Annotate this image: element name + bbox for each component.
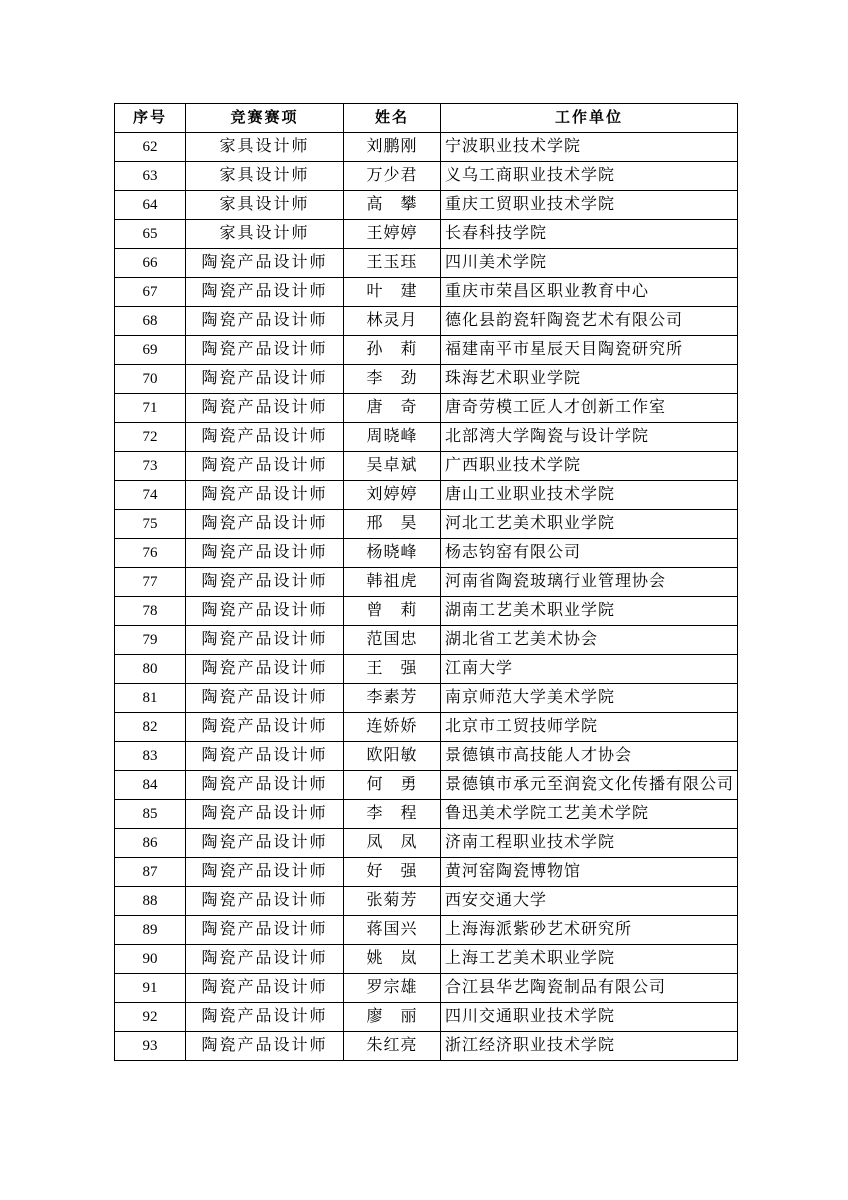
row-competition-event: 陶瓷产品设计师 (186, 278, 344, 307)
row-person-name: 王玉珏 (344, 249, 441, 278)
row-competition-event: 陶瓷产品设计师 (186, 539, 344, 568)
row-person-name: 李素芳 (344, 684, 441, 713)
row-serial-number: 69 (115, 336, 186, 365)
row-competition-event: 家具设计师 (186, 162, 344, 191)
row-competition-event: 家具设计师 (186, 220, 344, 249)
row-person-name: 罗宗雄 (344, 974, 441, 1003)
table-row (115, 887, 738, 916)
row-serial-number: 85 (115, 800, 186, 829)
header-competition-event: 竞赛赛项 (186, 104, 344, 133)
row-competition-event: 家具设计师 (186, 191, 344, 220)
row-person-name: 唐 奇 (344, 394, 441, 423)
table-row (115, 742, 738, 771)
row-competition-event: 陶瓷产品设计师 (186, 481, 344, 510)
header-work-unit: 工作单位 (441, 104, 738, 133)
row-competition-event: 陶瓷产品设计师 (186, 742, 344, 771)
row-competition-event: 陶瓷产品设计师 (186, 452, 344, 481)
row-work-unit: 长春科技学院 (441, 220, 738, 249)
row-serial-number: 79 (115, 626, 186, 655)
row-competition-event: 陶瓷产品设计师 (186, 597, 344, 626)
row-person-name: 朱红亮 (344, 1032, 441, 1061)
row-work-unit: 黄河窑陶瓷博物馆 (441, 858, 738, 887)
row-serial-number: 68 (115, 307, 186, 336)
table-row (115, 423, 738, 452)
row-person-name: 吴卓斌 (344, 452, 441, 481)
row-competition-event: 陶瓷产品设计师 (186, 974, 344, 1003)
row-person-name: 王婷婷 (344, 220, 441, 249)
row-person-name: 李 劲 (344, 365, 441, 394)
table-row (115, 655, 738, 684)
row-competition-event: 陶瓷产品设计师 (186, 800, 344, 829)
row-serial-number: 80 (115, 655, 186, 684)
table-row (115, 336, 738, 365)
table-row (115, 452, 738, 481)
row-work-unit: 西安交通大学 (441, 887, 738, 916)
row-competition-event: 陶瓷产品设计师 (186, 394, 344, 423)
row-person-name: 范国忠 (344, 626, 441, 655)
row-person-name: 廖 丽 (344, 1003, 441, 1032)
row-person-name: 好 强 (344, 858, 441, 887)
row-work-unit: 合江县华艺陶瓷制品有限公司 (441, 974, 738, 1003)
row-work-unit: 德化县韵瓷轩陶瓷艺术有限公司 (441, 307, 738, 336)
row-serial-number: 65 (115, 220, 186, 249)
table-header-row (115, 104, 738, 133)
row-serial-number: 84 (115, 771, 186, 800)
table-row (115, 162, 738, 191)
row-serial-number: 63 (115, 162, 186, 191)
row-work-unit: 义乌工商职业技术学院 (441, 162, 738, 191)
row-work-unit: 北部湾大学陶瓷与设计学院 (441, 423, 738, 452)
row-work-unit: 景德镇市高技能人才协会 (441, 742, 738, 771)
row-person-name: 邢 昊 (344, 510, 441, 539)
table-row (115, 278, 738, 307)
row-work-unit: 湖北省工艺美术协会 (441, 626, 738, 655)
row-person-name: 刘鹏刚 (344, 133, 441, 162)
row-person-name: 叶 建 (344, 278, 441, 307)
table-row (115, 191, 738, 220)
row-work-unit: 济南工程职业技术学院 (441, 829, 738, 858)
table-body (115, 133, 738, 1061)
row-person-name: 张菊芳 (344, 887, 441, 916)
row-person-name: 万少君 (344, 162, 441, 191)
row-work-unit: 河北工艺美术职业学院 (441, 510, 738, 539)
row-work-unit: 湖南工艺美术职业学院 (441, 597, 738, 626)
row-work-unit: 上海海派紫砂艺术研究所 (441, 916, 738, 945)
row-competition-event: 陶瓷产品设计师 (186, 568, 344, 597)
table-row (115, 539, 738, 568)
row-competition-event: 陶瓷产品设计师 (186, 829, 344, 858)
row-work-unit: 景德镇市承元至润瓷文化传播有限公司 (441, 771, 738, 800)
row-work-unit: 重庆市荣昌区职业教育中心 (441, 278, 738, 307)
table-row (115, 829, 738, 858)
table-row (115, 481, 738, 510)
row-work-unit: 四川美术学院 (441, 249, 738, 278)
row-work-unit: 鲁迅美术学院工艺美术学院 (441, 800, 738, 829)
row-serial-number: 72 (115, 423, 186, 452)
table-row (115, 800, 738, 829)
row-serial-number: 76 (115, 539, 186, 568)
row-work-unit: 四川交通职业技术学院 (441, 1003, 738, 1032)
row-competition-event: 陶瓷产品设计师 (186, 771, 344, 800)
row-competition-event: 陶瓷产品设计师 (186, 336, 344, 365)
row-work-unit: 福建南平市星辰天目陶瓷研究所 (441, 336, 738, 365)
table-row (115, 713, 738, 742)
table-row (115, 307, 738, 336)
table-row (115, 510, 738, 539)
row-person-name: 凤 凤 (344, 829, 441, 858)
row-work-unit: 南京师范大学美术学院 (441, 684, 738, 713)
row-person-name: 高 攀 (344, 191, 441, 220)
row-competition-event: 陶瓷产品设计师 (186, 858, 344, 887)
row-person-name: 王 强 (344, 655, 441, 684)
table-row (115, 394, 738, 423)
table-row (115, 626, 738, 655)
table-row (115, 568, 738, 597)
row-serial-number: 77 (115, 568, 186, 597)
table-row (115, 133, 738, 162)
row-person-name: 曾 莉 (344, 597, 441, 626)
row-person-name: 韩祖虎 (344, 568, 441, 597)
row-person-name: 杨晓峰 (344, 539, 441, 568)
row-serial-number: 74 (115, 481, 186, 510)
row-serial-number: 89 (115, 916, 186, 945)
row-competition-event: 家具设计师 (186, 133, 344, 162)
row-serial-number: 88 (115, 887, 186, 916)
row-work-unit: 唐山工业职业技术学院 (441, 481, 738, 510)
row-serial-number: 86 (115, 829, 186, 858)
row-competition-event: 陶瓷产品设计师 (186, 1003, 344, 1032)
table-row (115, 974, 738, 1003)
row-competition-event: 陶瓷产品设计师 (186, 887, 344, 916)
row-work-unit: 宁波职业技术学院 (441, 133, 738, 162)
row-serial-number: 92 (115, 1003, 186, 1032)
row-serial-number: 66 (115, 249, 186, 278)
row-serial-number: 83 (115, 742, 186, 771)
table-row (115, 249, 738, 278)
row-person-name: 何 勇 (344, 771, 441, 800)
row-work-unit: 浙江经济职业技术学院 (441, 1032, 738, 1061)
row-serial-number: 93 (115, 1032, 186, 1061)
table-row (115, 916, 738, 945)
table-row (115, 1003, 738, 1032)
row-competition-event: 陶瓷产品设计师 (186, 510, 344, 539)
row-work-unit: 广西职业技术学院 (441, 452, 738, 481)
row-serial-number: 70 (115, 365, 186, 394)
row-competition-event: 陶瓷产品设计师 (186, 713, 344, 742)
row-person-name: 孙 莉 (344, 336, 441, 365)
row-serial-number: 67 (115, 278, 186, 307)
row-serial-number: 87 (115, 858, 186, 887)
table-row (115, 771, 738, 800)
table-row (115, 858, 738, 887)
award-list-table (114, 103, 738, 1061)
table-row (115, 220, 738, 249)
row-work-unit: 珠海艺术职业学院 (441, 365, 738, 394)
header-serial-number: 序号 (115, 104, 186, 133)
row-serial-number: 81 (115, 684, 186, 713)
table-row (115, 945, 738, 974)
row-serial-number: 62 (115, 133, 186, 162)
row-competition-event: 陶瓷产品设计师 (186, 684, 344, 713)
row-competition-event: 陶瓷产品设计师 (186, 307, 344, 336)
row-competition-event: 陶瓷产品设计师 (186, 365, 344, 394)
row-person-name: 林灵月 (344, 307, 441, 336)
row-person-name: 蒋国兴 (344, 916, 441, 945)
row-serial-number: 64 (115, 191, 186, 220)
row-competition-event: 陶瓷产品设计师 (186, 423, 344, 452)
row-person-name: 周晓峰 (344, 423, 441, 452)
table-row (115, 684, 738, 713)
row-serial-number: 82 (115, 713, 186, 742)
row-work-unit: 江南大学 (441, 655, 738, 684)
row-work-unit: 河南省陶瓷玻璃行业管理协会 (441, 568, 738, 597)
row-person-name: 姚 岚 (344, 945, 441, 974)
table-row (115, 365, 738, 394)
row-serial-number: 91 (115, 974, 186, 1003)
row-person-name: 连娇娇 (344, 713, 441, 742)
row-serial-number: 75 (115, 510, 186, 539)
row-serial-number: 73 (115, 452, 186, 481)
row-competition-event: 陶瓷产品设计师 (186, 249, 344, 278)
row-work-unit: 重庆工贸职业技术学院 (441, 191, 738, 220)
row-competition-event: 陶瓷产品设计师 (186, 945, 344, 974)
row-competition-event: 陶瓷产品设计师 (186, 626, 344, 655)
row-competition-event: 陶瓷产品设计师 (186, 655, 344, 684)
row-serial-number: 78 (115, 597, 186, 626)
row-work-unit: 杨志钧窑有限公司 (441, 539, 738, 568)
table-row (115, 597, 738, 626)
row-person-name: 刘婷婷 (344, 481, 441, 510)
row-work-unit: 唐奇劳模工匠人才创新工作室 (441, 394, 738, 423)
row-person-name: 欧阳敏 (344, 742, 441, 771)
row-serial-number: 90 (115, 945, 186, 974)
row-work-unit: 北京市工贸技师学院 (441, 713, 738, 742)
header-name: 姓名 (344, 104, 441, 133)
row-competition-event: 陶瓷产品设计师 (186, 916, 344, 945)
row-competition-event: 陶瓷产品设计师 (186, 1032, 344, 1061)
row-person-name: 李 程 (344, 800, 441, 829)
row-work-unit: 上海工艺美术职业学院 (441, 945, 738, 974)
row-serial-number: 71 (115, 394, 186, 423)
table-row (115, 1032, 738, 1061)
